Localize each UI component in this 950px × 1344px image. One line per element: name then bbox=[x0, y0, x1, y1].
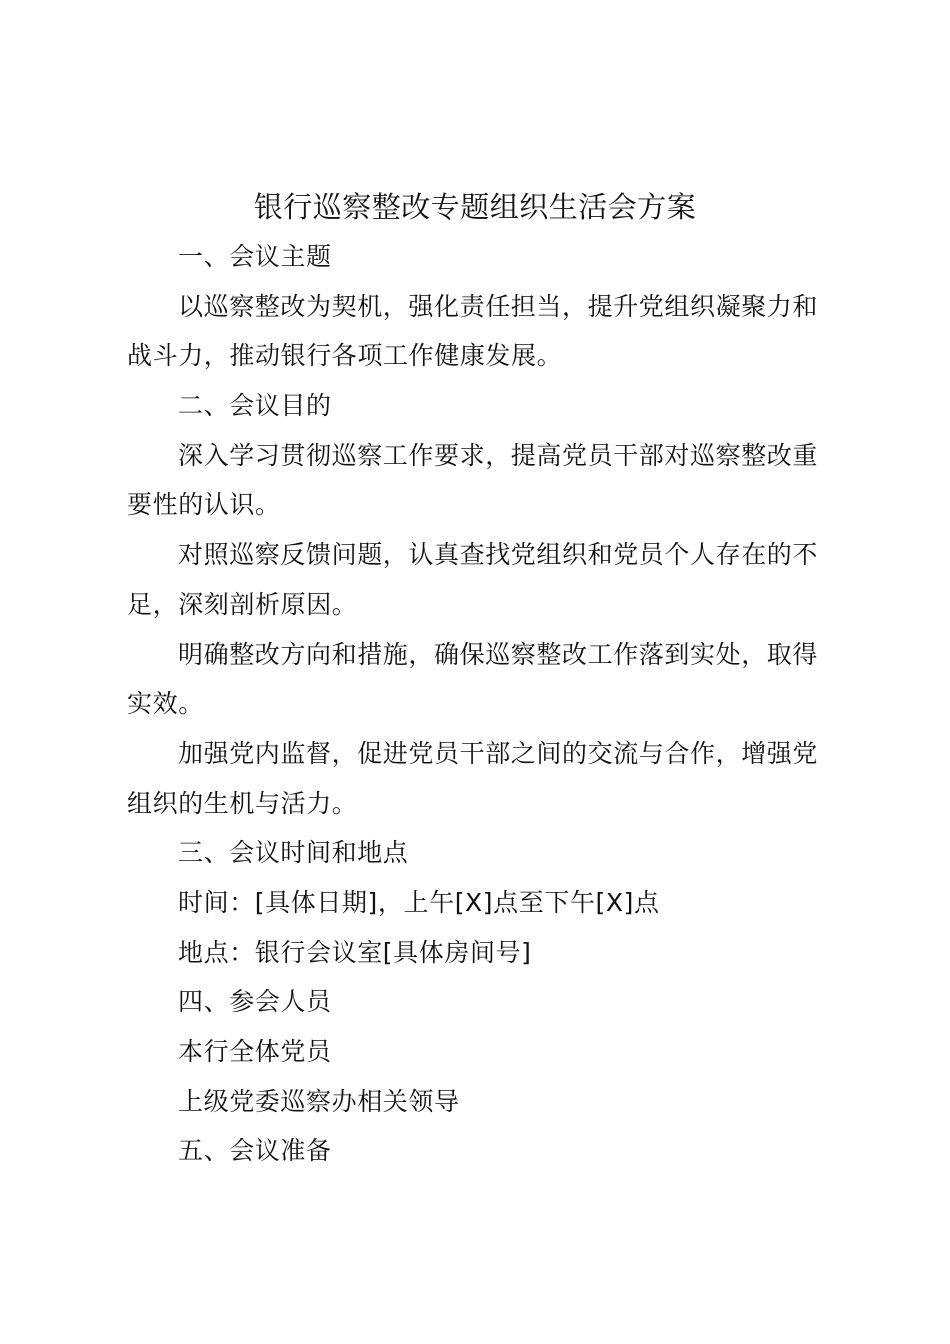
section-heading-purpose: 二、会议目的 bbox=[178, 391, 332, 421]
attendee-item: 本行全体党员 bbox=[178, 1037, 332, 1066]
paragraph-line: 要性的认识。 bbox=[127, 490, 281, 520]
meeting-time: 时间：[具体日期]，上午[X]点至下午[X]点 bbox=[178, 887, 660, 917]
section-heading-topic: 一、会议主题 bbox=[178, 242, 332, 271]
paragraph-line: 足，深刻剖析原因。 bbox=[127, 589, 358, 619]
section-heading-preparation: 五、会议准备 bbox=[178, 1136, 332, 1166]
paragraph-line: 对照巡察反馈问题，认真查找党组织和党员个人存在的不 bbox=[178, 540, 819, 570]
section-heading-time-place: 三、会议时间和地点 bbox=[178, 838, 409, 868]
paragraph-line: 深入学习贯彻巡察工作要求，提高党员干部对巡察整改重 bbox=[178, 440, 819, 470]
document-body bbox=[127, 232, 833, 1176]
paragraph-line: 加强党内监督，促进党员干部之间的交流与合作，增强党 bbox=[178, 738, 819, 768]
paragraph-line: 实效。 bbox=[127, 689, 204, 719]
paragraph-line: 组织的生机与活力。 bbox=[127, 788, 358, 818]
paragraph-line: 明确整改方向和措施，确保巡察整改工作落到实处，取得 bbox=[178, 639, 819, 669]
attendee-item: 上级党委巡察办相关领导 bbox=[178, 1086, 460, 1116]
document-title: 银行巡察整改专题组织生活会方案 bbox=[253, 190, 697, 224]
paragraph-line: 战斗力，推动银行各项工作健康发展。 bbox=[127, 341, 563, 371]
paragraph-line: 以巡察整改为契机，强化责任担当，提升党组织凝聚力和 bbox=[178, 291, 819, 321]
meeting-place: 地点：银行会议室[具体房间号] bbox=[178, 937, 532, 967]
section-heading-attendees: 四、参会人员 bbox=[178, 987, 332, 1017]
